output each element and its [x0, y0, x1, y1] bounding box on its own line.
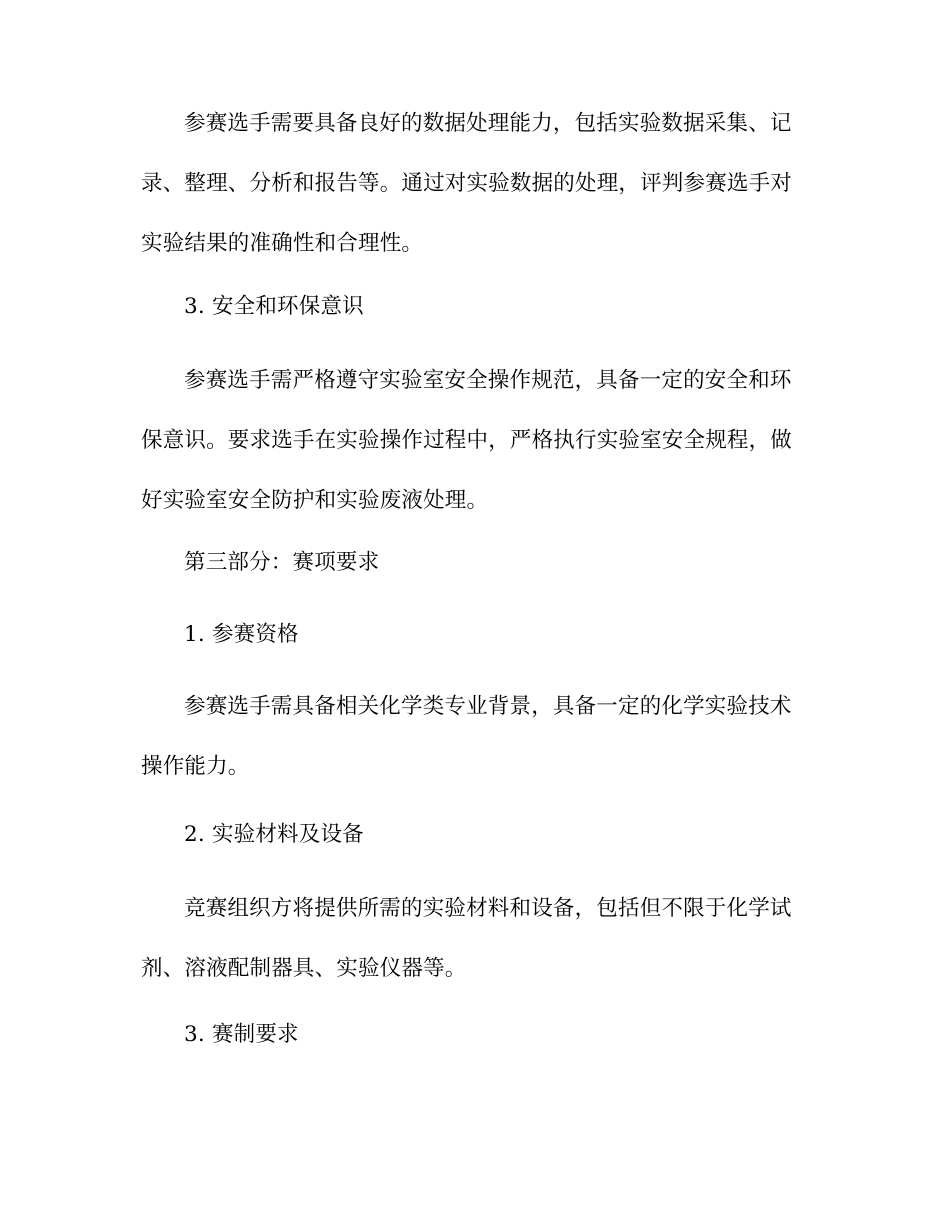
section-heading: 1. 参赛资格 — [184, 622, 299, 647]
text-line: 录、整理、分析和报告等。通过对实验数据的处理，评判参赛选手对 — [141, 171, 793, 196]
heading-eligibility — [141, 605, 813, 665]
section-heading: 3. 安全和环保意识 — [184, 294, 364, 319]
text-line: 保意识。要求选手在实验操作过程中，严格执行实验室安全规程，做 — [141, 428, 793, 453]
text-line: 剂、溶液配制器具、实验仪器等。 — [141, 956, 467, 981]
text-line: 竞赛组织方将提供所需的实验材料和设备，包括但不限于化学试 — [184, 896, 792, 921]
heading-materials — [141, 805, 813, 865]
text-line: 参赛选手需要具备良好的数据处理能力，包括实验数据采集、记 — [184, 111, 792, 136]
text-line: 参赛选手需严格遵守实验室安全操作规范，具备一定的安全和环 — [184, 368, 792, 393]
heading-safety-awareness — [141, 277, 813, 337]
section-heading: 第三部分：赛项要求 — [184, 550, 380, 575]
text-line: 好实验室安全防护和实验废液处理。 — [141, 488, 489, 513]
text-line: 实验结果的准确性和合理性。 — [141, 231, 424, 256]
section-heading: 2. 实验材料及设备 — [184, 822, 364, 847]
paragraph-data-processing — [141, 94, 813, 274]
text-line: 参赛选手需具备相关化学类专业背景，具备一定的化学实验技术 — [184, 694, 792, 719]
paragraph-eligibility — [141, 677, 813, 797]
paragraph-materials — [141, 879, 813, 999]
paragraph-safety — [141, 351, 813, 531]
heading-competition-rules — [141, 1005, 813, 1065]
section-heading: 3. 赛制要求 — [184, 1022, 299, 1047]
heading-part-three — [141, 533, 813, 593]
text-line: 操作能力。 — [141, 754, 250, 779]
